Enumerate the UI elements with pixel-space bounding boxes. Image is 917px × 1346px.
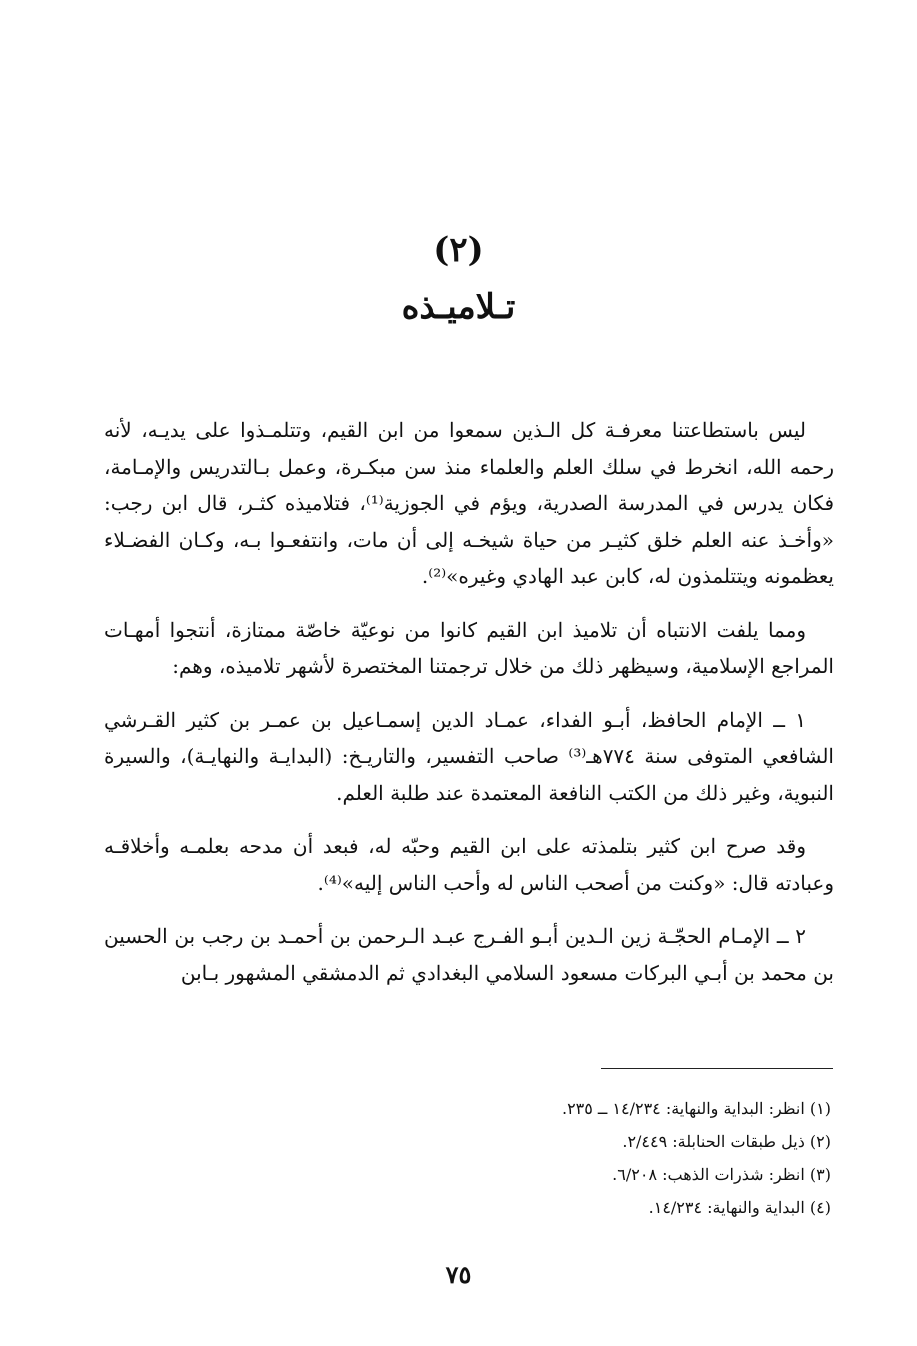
paragraph-ibn-kathir: ١ ــ الإمام الحافظ، أبـو الفداء، عمـاد الدين إسمـاعيل بن عمـر بن كثير القـرشي الشافعي المتوفى سنة ٧٧٤هـ⁽³⁾ صاحب التفسير، والتاريـخ: (البدايـة والنهايـة)، والسيرة النبوية، وغير ذلك من الكتب النافعة المعتمدة عند طلبة العلم. bbox=[104, 707, 834, 805]
paragraph-students-quality: ومما يلفت الانتباه أن تلاميذ ابن القيم كانوا من نوعيّة خاصّة ممتازة، أنتجوا أمهـات المراجع الإسلامية، وسيظهر ذلك من خلال ترجمتنا المختصرة لأشهر تلاميذه، وهم: bbox=[104, 617, 834, 678]
footnote-4: (٤) البداية والنهاية: ١٤/٢٣٤. bbox=[648, 1198, 831, 1217]
footnotes bbox=[131, 1092, 831, 1224]
footnote-1: (١) انظر: البداية والنهاية: ١٤/٢٣٤ ــ ٢٣٥. bbox=[561, 1099, 831, 1118]
footnote-divider bbox=[601, 1068, 833, 1069]
footnote-2: (٢) ذيل طبقات الحنابلة: ٢/٤٤٩. bbox=[622, 1132, 831, 1151]
footnote-3: (٣) انظر: شذرات الذهب: ٦/٢٠٨. bbox=[612, 1165, 831, 1184]
paragraph-intro: ليس باستطاعتنا معرفـة كل الـذين سمعوا من ابن القيم، وتتلمـذوا على يديـه، لأنه رحمه الله، انخرط في سلك العلم والعلماء منذ سن مبكـرة، وعمل بـالتدريس والإمـامة، فكان يدرس في المدرسة الصدرية، ويؤم في الجوزية⁽¹⁾، فتلاميذه كثـر، قال ابن رجب: «وأخـذ عنه العلم خلق كثيـر من حياة شيخـه إلى أن مات، وانتفعـوا بـه، وكـان الفضـلاء يعظمونه ويتتلمذون له، كابن عبد الهادي وغيره»⁽²⁾. bbox=[104, 418, 835, 588]
paragraph-ibn-kathir-praise: وقد صرح ابن كثير بتلمذته على ابن القيم وحبّه له، فبعد أن مدحه بعلمـه وأخلاقـه وعبادته قال: «وكنت من أصحب الناس له وأحب الناس إليه»⁽⁴⁾. bbox=[104, 834, 834, 895]
page-number: ٧٥ bbox=[445, 1260, 472, 1289]
body-text bbox=[104, 412, 834, 1008]
chapter-number: (٢) bbox=[433, 230, 484, 270]
chapter-title: تـلاميـذه bbox=[401, 287, 516, 327]
paragraph-ibn-rajab: ٢ ــ الإمـام الحجّـة زين الـدين أبـو الفـرج عبـد الـرحمن بن أحمـد بن رجب بن الحسين بن محمد بن أبـي البركات مسعود السلامي البغدادي ثم الدمشقي المشهور بـابن bbox=[104, 924, 834, 985]
